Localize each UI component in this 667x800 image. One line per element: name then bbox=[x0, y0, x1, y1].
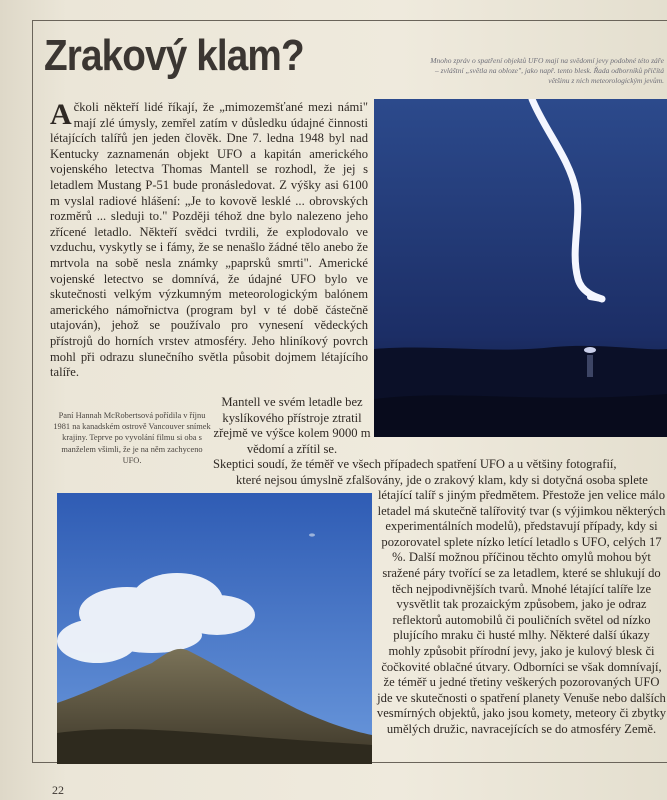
night-lightning-photo bbox=[374, 99, 667, 437]
photo-caption-top: Mnoho zpráv o spatření objektů UFO mají na svědomí jevy podobné této záře – zvláštní „světla na obloze", jako např. tento blesk. Řada odborníků přičítá většinu z nich meteorologickým jevům. bbox=[430, 56, 664, 85]
mountain-ufo-photo bbox=[57, 493, 372, 764]
photo-caption-left: Paní Hannah McRobertsová pořídila v říjnu 1981 na kanadském ostrově Vancouver snímek krajiny. Teprve po vyvolání filmu si oba s manželem všimli, že je na něm zachyceno UFO. bbox=[53, 411, 211, 465]
page-title: Zrakový klam? bbox=[44, 31, 304, 80]
drop-cap: A bbox=[50, 98, 72, 131]
article-wide-line-1: Skeptici soudí, že téměř ve všech případech spatření UFO a u většiny fotografií, bbox=[213, 457, 617, 471]
article-right-column: létající talíř s jiným předmětem. Přestože jen velice málo letadel má skutečně talířovitý tvar (s výjimkou některých experimentálních modelů), představují případy, kdy si pozorovatel splete nízko letící letadlo s UFO, celých 17 %. Další možnou příčinou těchto omylů mohou být sražené páry tvořící se za letadlem, které se shlukují do těch nejpodivnějších tvarů. Mnohé létající talíře lze vysvětlit tak prozaickým způsobem, jako je odraz reflektorů automobilů či pouličních světel od nízko plujícího mraku či husté mlhy. Některé další úkazy mohly způsobit přírodní jevy, jako je kulový blesk či čočkovité oblačné útvary. Odborníci se však domnívají, že téměř u jedné třetiny veškerých pozorovaných UFO jde ve skutečnosti o spatření planety Venuše nebo dalších vesmírných objektů, jako jsou komety, meteory či zbytky umělých družic, navracejících se do atmosféry Země. bbox=[376, 488, 667, 736]
page-number: 22 bbox=[52, 783, 64, 797]
article-body bbox=[50, 100, 368, 381]
article-continuation: Mantell ve svém letadle bez kyslíkového přístroje ztratil zřejmě ve výšce kolem 9000 m vědomí a zřítil se. bbox=[213, 395, 371, 456]
article-wide-line-2: které nejsou úmyslně zfalšovány, jde o zrakový klam, kdy si dotyčná osoba splete bbox=[236, 473, 648, 487]
frame-rule-left bbox=[32, 20, 33, 762]
frame-rule-top bbox=[32, 20, 667, 21]
article-paragraph: čkoli někteří lidé říkají, že „mimozemšťané mezi námi" mají zlé úmysly, zemřel zatím v důsledku údajné činnosti létajících talířů jen jeden člověk. Dne 7. ledna 1948 byl nad Kentucky zaznamenán objekt UFO a kapitán amerického vojenského letectva Thomas Mantell se rozhodl, že jej s letadlem Mustang P-51 bude pronásledovat. Z výšky asi 6100 m vyslal radiové hlášení: „Je to kovově lesklé ... obrovských rozměrů ... sleduji to." Později téhož dne bylo nalezeno jeho zřícené letadlo. Někteří svědci tvrdili, že explodovalo ve vzduchu, vyskytly se i fámy, že se nenašlo žádné tělo anebo že mrtvola na sobě nesla známky „paprsků smrti". Americké vojenské letectvo se domnívá, že údajné UFO bylo ve skutečnosti velkým výzkumným meteorologickým balónem amerického námořnictva (program byl v té době částečně utajován), jehož se používalo pro vynesení vědeckých přístrojů do horních vrstev atmosféry. Jeho hliníkový povrch mohl při odrazu slunečního světla působit dojmem létajícího talíře. bbox=[50, 100, 368, 380]
